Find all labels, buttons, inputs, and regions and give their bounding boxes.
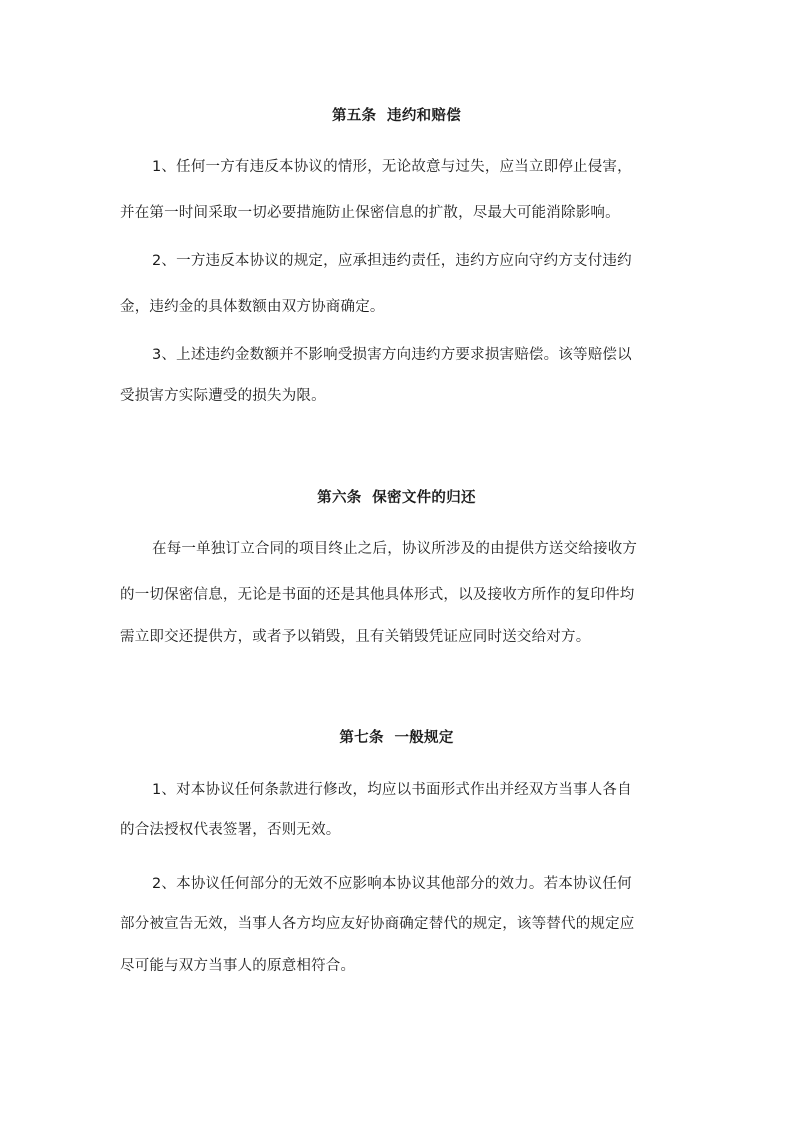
section-7-heading: 第七条 一般规定 (339, 730, 454, 746)
section-7-para-2-line-2: 部分被宣告无效，当事人各方均应友好协商确定替代的规定，该等替代的规定应 (120, 916, 635, 932)
section-6-para-1-line-3: 需立即交还提供方，或者予以销毁，且有关销毁凭证应同时送交给对方。 (120, 629, 591, 645)
section-6-para-1-line-1: 在每一单独订立合同的项目终止之后，协议所涉及的由提供方送交给接收方 (152, 541, 638, 557)
section-5-para-2-line-1: 2、一方违反本协议的规定，应承担违约责任，违约方应向守约方支付违约 (152, 253, 632, 269)
section-5-para-2-line-2: 金，违约金的具体数额由双方协商确定。 (120, 299, 385, 315)
section-6-para-1-line-2: 的一切保密信息，无论是书面的还是其他具体形式，以及接收方所作的复印件均 (120, 587, 635, 603)
section-7-para-2-line-1: 2、本协议任何部分的无效不应影响本协议其他部分的效力。若本协议任何 (152, 876, 632, 892)
section-7-para-1-line-2: 的合法授权代表签署，否则无效。 (120, 822, 341, 838)
section-6-heading: 第六条 保密文件的归还 (317, 490, 476, 506)
section-5-para-3-line-1: 3、上述违约金数额并不影响受损害方向违约方要求损害赔偿。该等赔偿以 (152, 347, 632, 363)
section-7-para-1-line-1: 1、对本协议任何条款进行修改，均应以书面形式作出并经双方当事人各自 (152, 782, 632, 798)
section-7-para-2-line-3: 尽可能与双方当事人的原意相符合。 (120, 958, 356, 974)
section-5-para-3-line-2: 受损害方实际遭受的损失为限。 (120, 388, 326, 404)
section-5-heading: 第五条 违约和赔偿 (331, 108, 462, 124)
section-5-para-1-line-2: 并在第一时间采取一切必要措施防止保密信息的扩散，尽最大可能消除影响。 (120, 205, 620, 221)
section-5-para-1-line-1: 1、任何一方有违反本协议的情形，无论故意与过失，应当立即停止侵害， (152, 159, 632, 175)
